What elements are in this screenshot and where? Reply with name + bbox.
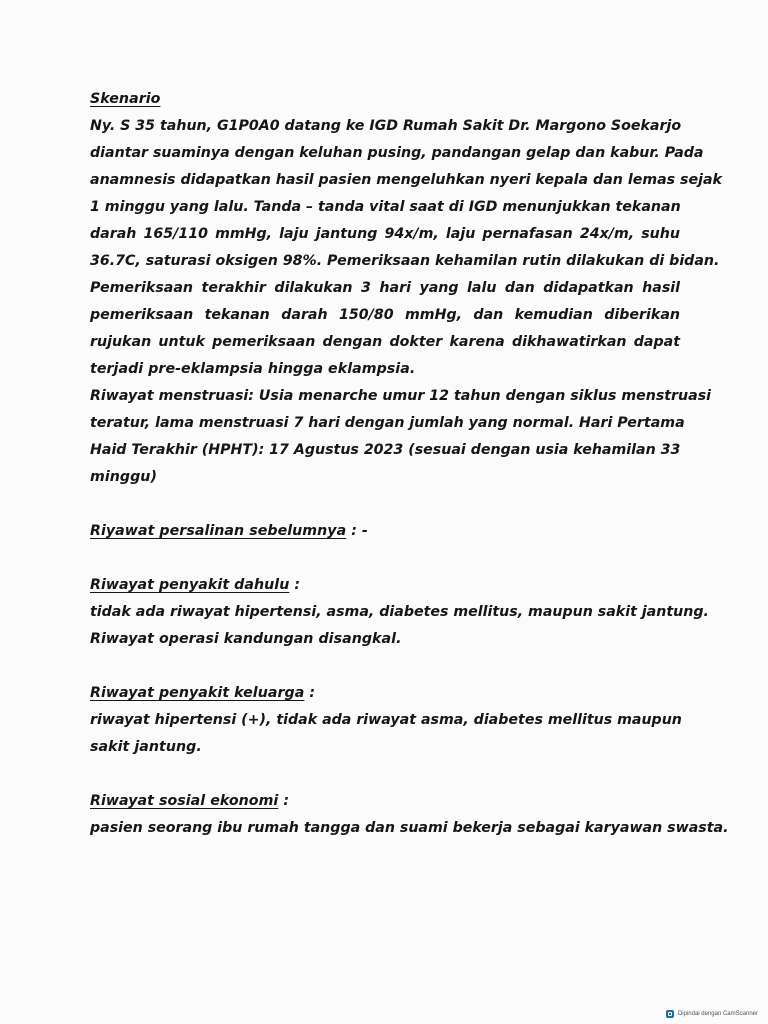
camscanner-icon	[666, 1010, 674, 1018]
scenario-line-13: Haid Terakhir (HPHT): 17 Agustus 2023 (sesuai dengan usia kehamilan 33	[90, 442, 681, 458]
family-disease-colon: :	[304, 685, 316, 701]
family-disease-section	[90, 680, 680, 761]
section-spacer	[90, 653, 680, 680]
past-disease-line-1: tidak ada riwayat hipertensi, asma, diabetes mellitus, maupun sakit jantung.	[90, 604, 709, 620]
scenario-line-3: anamnesis didapatkan hasil pasien mengeluhkan nyeri kepala dan lemas sejak	[90, 172, 722, 188]
prior-delivery-heading: Riyawat persalinan sebelumnya	[90, 523, 347, 539]
socioeconomic-colon: :	[278, 793, 290, 809]
family-disease-line-2: sakit jantung.	[90, 739, 202, 755]
family-disease-heading: Riwayat penyakit keluarga	[90, 685, 305, 701]
scenario-line-7: Pemeriksaan terakhir dilakukan 3 hari yang lalu dan didapatkan hasil	[90, 280, 680, 296]
section-spacer	[90, 761, 680, 788]
scenario-line-12: teratur, lama menstruasi 7 hari dengan jumlah yang normal. Hari Pertama	[90, 415, 685, 431]
scenario-line-9: rujukan untuk pemeriksaan dengan dokter karena dikhawatirkan dapat	[90, 334, 680, 350]
past-disease-line-2: Riwayat operasi kandungan disangkal.	[90, 631, 402, 647]
past-disease-colon: :	[289, 577, 301, 593]
socioeconomic-line-1: pasien seorang ibu rumah tangga dan suami bekerja sebagai karyawan swasta.	[90, 820, 729, 836]
scenario-line-8: pemeriksaan tekanan darah 150/80 mmHg, dan kemudian diberikan	[90, 307, 680, 323]
scenario-line-1: Ny. S 35 tahun, G1P0A0 datang ke IGD Rumah Sakit Dr. Margono Soekarjo	[90, 118, 682, 134]
prior-delivery-value: : -	[346, 523, 368, 539]
scenario-section	[90, 86, 722, 491]
family-disease-heading-row	[90, 680, 680, 707]
past-disease-section	[90, 572, 709, 653]
scenario-line-14: minggu)	[90, 469, 157, 485]
section-spacer	[90, 491, 680, 518]
family-disease-line-1: riwayat hipertensi (+), tidak ada riwayat asma, diabetes mellitus maupun	[90, 712, 682, 728]
socioeconomic-section	[90, 788, 729, 842]
camscanner-footer	[666, 1010, 758, 1018]
scenario-line-11: Riwayat menstruasi: Usia menarche umur 12 tahun dengan siklus menstruasi	[90, 388, 712, 404]
prior-delivery-row	[90, 518, 680, 545]
scenario-line-4: 1 minggu yang lalu. Tanda – tanda vital saat di IGD menunjukkan tekanan	[90, 199, 681, 215]
scenario-line-2: diantar suaminya dengan keluhan pusing, pandangan gelap dan kabur. Pada	[90, 145, 704, 161]
camscanner-text: Dipindai dengan CamScanner	[677, 1011, 758, 1017]
scenario-heading: Skenario	[90, 91, 161, 107]
document-page	[90, 86, 729, 842]
prior-delivery-section	[90, 518, 680, 545]
socioeconomic-heading-row	[90, 788, 680, 815]
scenario-line-10: terjadi pre-eklampsia hingga eklampsia.	[90, 361, 416, 377]
scenario-line-6: 36.7C, saturasi oksigen 98%. Pemeriksaan kehamilan rutin dilakukan di bidan.	[90, 253, 720, 269]
past-disease-heading-row	[90, 572, 680, 599]
past-disease-heading: Riwayat penyakit dahulu	[90, 577, 290, 593]
socioeconomic-heading: Riwayat sosial ekonomi	[90, 793, 279, 809]
scenario-line-5: darah 165/110 mmHg, laju jantung 94x/m, laju pernafasan 24x/m, suhu	[90, 226, 680, 242]
section-spacer	[90, 545, 680, 572]
